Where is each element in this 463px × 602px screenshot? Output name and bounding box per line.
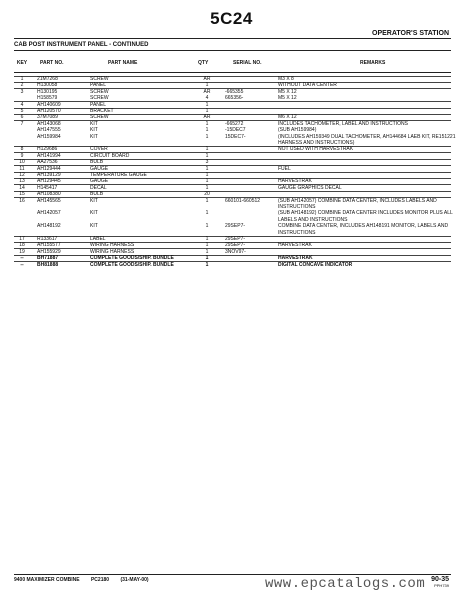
footer-model: 9400 MAXIMIZER COMBINE	[14, 577, 80, 583]
row-divider	[14, 159, 451, 160]
cell-part-name: DECAL	[90, 184, 107, 191]
cell-key: 2	[20, 82, 24, 89]
cell-part-name: PANEL	[90, 101, 107, 108]
cell-part-no: 21M7268	[37, 76, 58, 82]
cell-serial-no: 29SEP7-	[225, 236, 246, 242]
cell-part-no: AH129445	[37, 178, 61, 185]
cell-part-name: SCREW	[90, 114, 109, 121]
cell-serial-no: 3NOV97-	[225, 248, 246, 255]
cell-part-name: TEMPERATURE GAUGE	[90, 172, 147, 178]
cell-part-no: AH143068	[37, 120, 61, 127]
cell-serial-no: -665355	[225, 88, 244, 95]
cell-remarks: M5 X 12	[278, 95, 297, 102]
cell-remarks: HARVESTRAK	[278, 178, 312, 185]
cell-remarks: WITHOUT DATA CENTER	[278, 82, 337, 89]
cell-qty: 1	[205, 152, 209, 159]
cell-key: --	[20, 261, 24, 268]
cell-key: 19	[19, 248, 25, 255]
cell-remarks: M5 X 12	[278, 88, 297, 95]
cell-qty: 20	[204, 191, 210, 198]
cell-part-no: 37M7089	[37, 114, 58, 121]
cell-qty: 1	[205, 101, 209, 108]
cell-qty: 4	[205, 95, 209, 102]
cell-part-name: KIT	[90, 223, 98, 230]
cell-part-name: KIT	[90, 133, 98, 140]
cell-part-name: PANEL	[90, 82, 107, 89]
cell-remarks: FUEL	[278, 165, 291, 172]
cell-key: 15	[19, 191, 25, 198]
cell-qty: 1	[205, 146, 209, 153]
row-divider	[14, 108, 451, 109]
column-header-remarks: REMARKS	[360, 60, 386, 66]
cell-part-no: AH120570	[37, 108, 61, 114]
cell-part-no: H145417	[37, 184, 58, 191]
cell-key: 6	[20, 114, 24, 121]
cell-part-name: KIT	[90, 120, 98, 127]
footer-catalog: PC2180	[90, 577, 110, 583]
cell-part-no: AH108380	[37, 191, 61, 198]
cell-part-no: AH148192	[37, 223, 61, 230]
cell-qty: AR	[203, 88, 211, 95]
cell-key: --	[20, 255, 24, 262]
cell-key: 13	[19, 178, 25, 185]
cell-remarks: HARVESTRAK	[278, 255, 313, 262]
cell-qty: 1	[205, 261, 209, 268]
footer-divider	[14, 574, 451, 575]
cell-remarks: GAUGE GRAPHICS DECAL	[278, 184, 342, 191]
cell-part-no: AH140609	[37, 101, 61, 108]
row-divider	[14, 172, 451, 173]
cell-part-name: GAUGE	[90, 178, 109, 185]
cell-part-name: COVER	[90, 146, 108, 153]
cell-remarks: M3 X 8	[278, 76, 294, 82]
cell-part-no: R133617	[37, 236, 58, 242]
cell-part-name: CIRCUIT BOARD	[90, 152, 130, 159]
cell-serial-no: 665356-	[225, 95, 244, 102]
cell-serial-no: 660101-660512	[225, 197, 261, 204]
subtitle-divider	[14, 50, 451, 51]
cell-remarks: (SUB AH142057) COMBINE DATA CENTER, INCLUDES LABELS AND INSTRUCTIONS	[278, 197, 437, 210]
cell-remarks: M6 X 12	[278, 114, 297, 121]
cell-part-no: H158579	[37, 95, 58, 102]
cell-qty: 1	[205, 178, 209, 185]
cell-key: 14	[19, 184, 25, 191]
cell-part-name: BULB	[90, 159, 104, 166]
cell-key: 10	[19, 159, 25, 166]
cell-part-name: BRACKET	[90, 108, 114, 114]
cell-qty: AR	[203, 114, 211, 121]
cell-remarks: (SUB AH159984)	[278, 127, 317, 134]
watermark: www.epcatalogs.com	[265, 576, 426, 592]
cell-serial-no: 29SEP7-	[225, 223, 246, 230]
cell-key: 1	[20, 76, 24, 82]
cell-part-name: KIT	[90, 127, 98, 134]
cell-qty: 1	[205, 236, 209, 242]
column-header-key: KEY	[16, 60, 28, 66]
footer-info	[14, 577, 159, 583]
cell-part-no: H130195	[37, 88, 58, 95]
cell-part-no: BH71887	[37, 255, 59, 262]
header-divider	[14, 38, 451, 39]
cell-qty: 3	[205, 159, 209, 166]
row-divider	[14, 191, 451, 192]
cell-part-no: AH145565	[37, 197, 61, 204]
cell-remarks: NOT USED WITH HARVESTRAK	[278, 146, 354, 153]
footer-date: (31-MAY-00)	[120, 577, 149, 583]
section-title: OPERATOR'S STATION	[372, 30, 449, 37]
cell-part-no: AH155577	[37, 242, 61, 249]
cell-qty: 1	[205, 255, 209, 262]
cell-key: 7	[20, 120, 24, 127]
cell-part-no: H129686	[37, 146, 58, 153]
column-header-part-name: PART NAME	[108, 60, 138, 66]
cell-qty: 1	[205, 133, 209, 140]
cell-key: 3	[20, 88, 24, 95]
cell-serial-no: -665272	[225, 120, 244, 127]
cell-part-no: AH147555	[37, 127, 61, 134]
cell-qty: 1	[205, 242, 209, 249]
cell-key: 16	[19, 197, 25, 204]
cell-part-no: AA27536	[37, 159, 58, 166]
cell-part-no: BH81888	[37, 261, 59, 268]
cell-qty: 1	[205, 223, 209, 230]
cell-remarks: (INCLUDES AH159349 DUAL TACHOMETER, AH144684 LAEB KIT, RE151221 HARNESS AND INSTRUCTIONS)	[278, 133, 456, 146]
page-code-small: PPH739	[434, 583, 449, 588]
cell-qty: AR	[203, 76, 211, 82]
cell-serial-no: 15DEC7-	[225, 133, 246, 140]
cell-remarks: (SUB AH148192) COMBINE DATA CENTER INCLUDES MONITOR PLUS ALL LABELS AND INSTRUCTIONS	[278, 210, 453, 223]
cell-part-name: COMPLETE GOODS/SHIP. BUNDLE	[90, 261, 174, 268]
cell-part-no: AH141994	[37, 152, 61, 159]
page-number: 90-35	[431, 576, 449, 583]
column-header-qty: QTY	[198, 60, 209, 66]
cell-remarks: DIGITAL CONCAVE INDICATOR	[278, 261, 353, 268]
page-code: 5C24	[210, 9, 253, 28]
cell-qty: 1	[205, 127, 209, 134]
cell-key: 9	[20, 152, 24, 159]
cell-key: 8	[20, 146, 24, 153]
cell-qty: 1	[205, 82, 209, 89]
cell-qty: 1	[205, 120, 209, 127]
row-divider	[14, 152, 451, 153]
cell-qty: 1	[205, 172, 209, 178]
cell-part-name: SCREW	[90, 88, 109, 95]
subtitle: CAB POST INSTRUMENT PANEL - CONTINUED	[14, 42, 149, 48]
cell-serial-no: -15DEC7	[225, 127, 246, 134]
cell-qty: 1	[205, 197, 209, 204]
cell-part-no: AH155929	[37, 248, 61, 255]
cell-part-name: SCREW	[90, 95, 109, 102]
cell-remarks: HARVESTRAK	[278, 242, 312, 249]
cell-part-name: BULB	[90, 191, 104, 198]
page-number-block	[431, 576, 449, 588]
cell-key: 11	[19, 165, 25, 172]
cell-key: 17	[19, 236, 25, 242]
cell-part-name: LABEL	[90, 236, 106, 242]
cell-remarks: INCLUDES TACHOMETER, LABEL AND INSTRUCTIONS	[278, 120, 408, 127]
cell-part-name: KIT	[90, 197, 98, 204]
row-divider	[14, 101, 451, 102]
cell-part-no: AH139129	[37, 172, 61, 178]
cell-part-name: WIRING HARNESS	[90, 242, 135, 249]
column-header-serial-no: SERIAL NO.	[233, 60, 262, 66]
cell-key: 12	[19, 172, 25, 178]
cell-key: 4	[20, 101, 24, 108]
cell-qty: 1	[205, 108, 209, 114]
cell-key: 18	[19, 242, 25, 249]
cell-part-no: H130058	[37, 82, 58, 89]
table-header-divider	[14, 72, 451, 73]
cell-remarks: COMBINE DATA CENTER, INCLUDES AH148191 MONITOR, LABELS AND INSTRUCTIONS	[278, 223, 449, 236]
cell-qty: 1	[205, 210, 209, 217]
column-header-part-no: PART NO.	[40, 60, 64, 66]
cell-part-no: AH159984	[37, 133, 61, 140]
cell-serial-no: 29SEP7-	[225, 242, 246, 249]
cell-part-no: AH129444	[37, 165, 61, 172]
cell-part-name: COMPLETE GOODS/SHIP. BUNDLE	[90, 255, 174, 262]
cell-part-name: SCREW	[90, 76, 109, 82]
cell-qty: 1	[205, 184, 209, 191]
cell-part-name: WIRING HARNESS	[90, 248, 135, 255]
cell-part-no: AH142057	[37, 210, 61, 217]
cell-part-name: GAUGE	[90, 165, 109, 172]
cell-qty: 1	[205, 165, 209, 172]
cell-part-name: KIT	[90, 210, 98, 217]
cell-qty: 1	[205, 248, 209, 255]
cell-key: 5	[20, 108, 24, 114]
